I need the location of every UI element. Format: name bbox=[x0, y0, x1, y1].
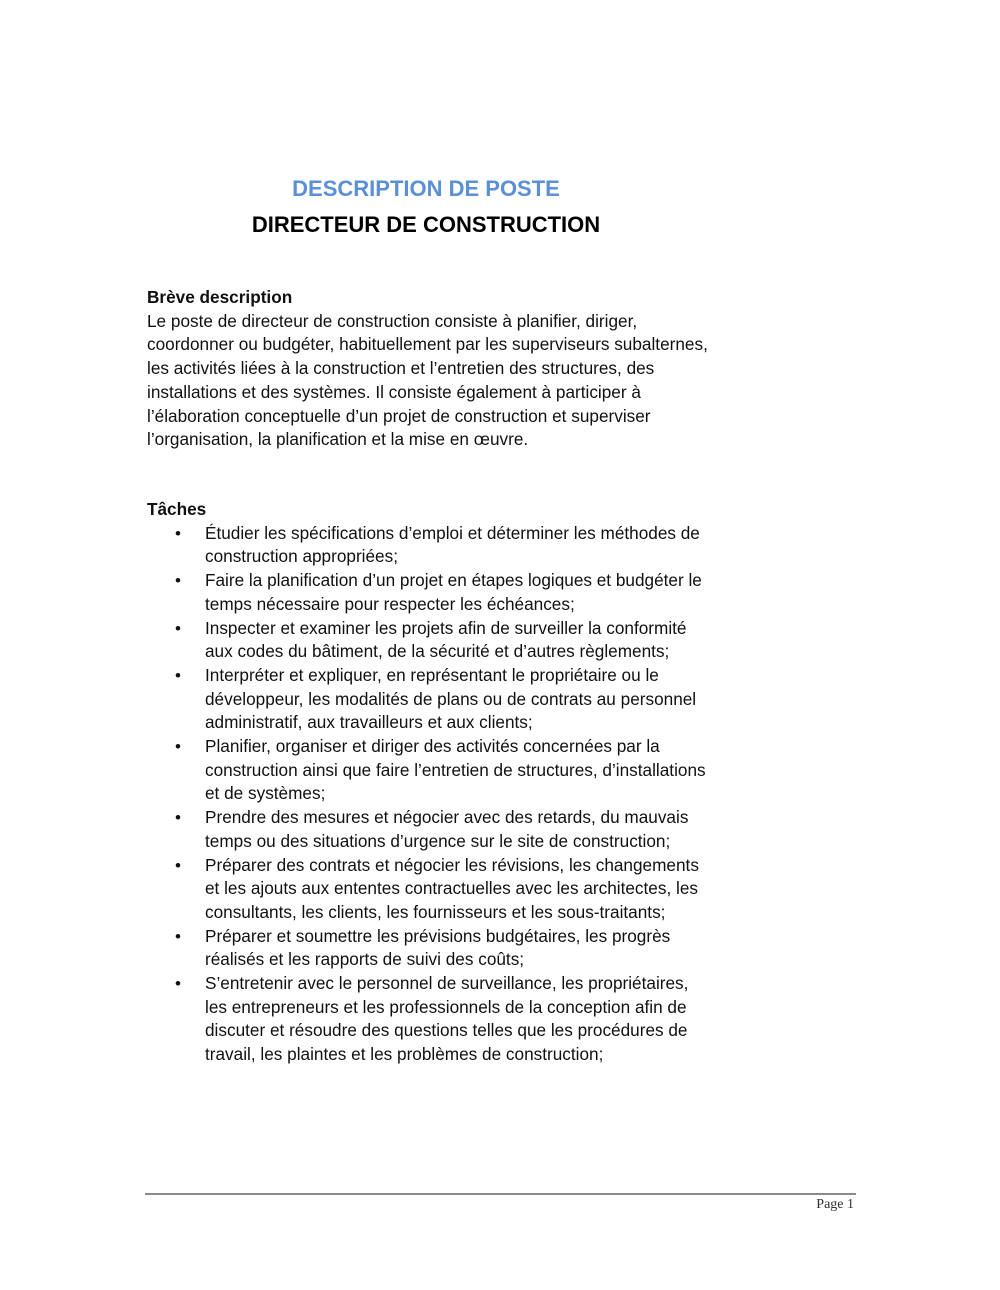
task-text: Inspecter et examiner les projets afin de surveiller la conformité aux codes du bâtiment, de la sécurité et d’autres règlements; bbox=[205, 617, 687, 662]
task-item bbox=[147, 925, 715, 972]
bullet-icon: • bbox=[175, 523, 181, 543]
brief-description-heading: Brève description bbox=[147, 287, 293, 307]
task-text: S’entretenir avec le personnel de surveillance, les propriétaires, les entrepreneurs et les professionnels de la conception afin de discuter et résoudre des questions telles que les procédures de travail, les plaintes et les problèmes de construction; bbox=[205, 973, 689, 1065]
bullet-icon: • bbox=[175, 571, 181, 591]
task-text: Prendre des mesures et négocier avec des retards, du mauvais temps ou des situations d’urgence sur le site de construction; bbox=[205, 807, 689, 851]
task-item bbox=[147, 617, 715, 664]
bullet-icon: • bbox=[175, 808, 181, 828]
bullet-icon: • bbox=[175, 855, 181, 875]
page-number: Page 1 bbox=[816, 1197, 854, 1212]
document-title: DESCRIPTION DE POSTE bbox=[292, 176, 560, 201]
task-text: Préparer et soumettre les prévisions budgétaires, les progrès réalisés et les rapports de suivi des coûts; bbox=[205, 925, 671, 970]
task-item bbox=[147, 664, 715, 735]
footer-divider bbox=[145, 1193, 856, 1195]
bullet-icon: • bbox=[175, 737, 181, 757]
task-text: Interpréter et expliquer, en représentant le propriétaire ou le développeur, les modalités de plans ou de contrats au personnel administratif, aux travailleurs et aux clients; bbox=[205, 664, 697, 733]
brief-description-section bbox=[147, 286, 727, 452]
bullet-icon: • bbox=[175, 926, 181, 946]
document-subtitle: DIRECTEUR DE CONSTRUCTION bbox=[251, 212, 601, 237]
task-text: Faire la planification d’un projet en étapes logiques et budgéter le temps nécessaire pour respecter les échéances; bbox=[205, 570, 702, 614]
task-item bbox=[147, 806, 715, 853]
task-text: Planifier, organiser et diriger des activités concernées par la construction ainsi que faire l’entretien de structures, d’installations et de systèmes; bbox=[205, 736, 706, 804]
tasks-heading: Tâches bbox=[147, 499, 207, 519]
task-item bbox=[147, 854, 715, 925]
bullet-icon: • bbox=[175, 974, 181, 994]
bullet-icon: • bbox=[175, 665, 181, 685]
task-item bbox=[147, 735, 715, 806]
task-item bbox=[147, 522, 715, 569]
brief-description-text: Le poste de directeur de construction consiste à planifier, diriger, coordonner ou budgéter, habituellement par les superviseurs subalternes, les activités liées à la construction et l’entretien des structures, des installations et des systèmes. Il consiste également à participer à l’élaboration conceptuelle d’un projet de construction et superviser l’organisation, la planification et la mise en œuvre. bbox=[147, 310, 708, 450]
bullet-icon: • bbox=[175, 618, 181, 638]
task-list bbox=[147, 522, 727, 1067]
task-text: Étudier les spécifications d’emploi et déterminer les méthodes de construction appropriées; bbox=[205, 522, 700, 567]
task-item bbox=[147, 569, 715, 616]
task-item bbox=[147, 972, 715, 1067]
tasks-section bbox=[147, 498, 727, 1067]
task-text: Préparer des contrats et négocier les révisions, les changements et les ajouts aux ententes contractuelles avec les architectes, les consultants, les clients, les fournisseurs et les sous-traitants; bbox=[205, 854, 699, 922]
